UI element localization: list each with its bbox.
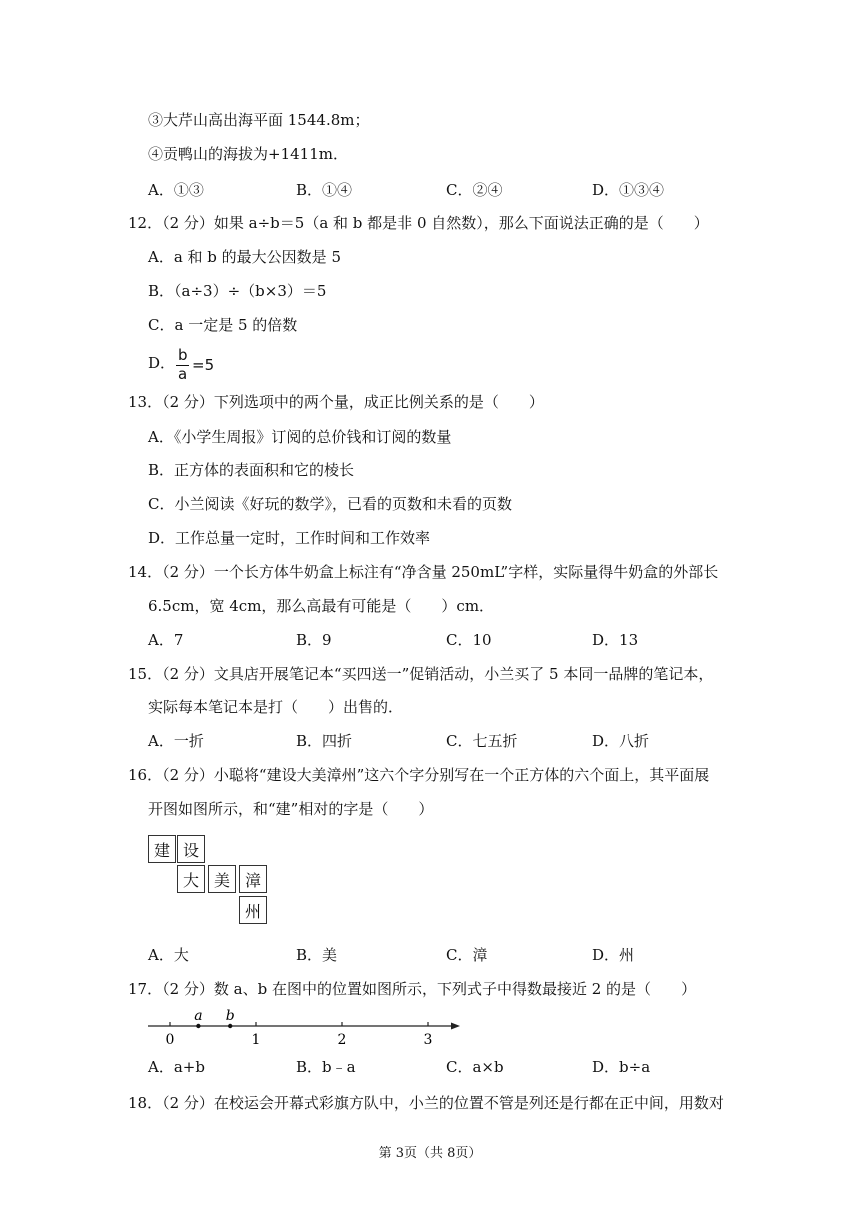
- fraction-equals: =5: [192, 356, 215, 374]
- number-line-point: [196, 1024, 200, 1028]
- q15-option-a: A．一折: [148, 732, 204, 750]
- q14-stem-line1: 14．（2 分）一个长方体牛奶盒上标注有“净含量 250mL”字样，实际量得牛奶盒的外部长: [128, 563, 719, 581]
- number-line-tick-label: 0: [165, 1032, 175, 1048]
- q11-option-d: D．①③④: [592, 181, 665, 199]
- q13-stem: 13．（2 分）下列选项中的两个量，成正比例关系的是（ ）: [128, 393, 544, 411]
- q17-stem: 17．（2 分）数 a、b 在图中的位置如图所示，下列式子中得数最接近 2 的是（ ）: [128, 980, 697, 998]
- q16-option-b: B．美: [296, 946, 338, 964]
- q11-option-a: A．①③: [148, 181, 204, 199]
- q14-option-b: B．9: [296, 631, 332, 649]
- q16-option-c: C．漳: [446, 946, 488, 964]
- q15-option-d: D．八折: [592, 732, 650, 750]
- q17-option-c: C．a×b: [446, 1058, 504, 1076]
- number-line-tick-label: 2: [337, 1032, 347, 1048]
- page-footer: 第 3页（共 8页）: [378, 1146, 482, 1161]
- q14-option-c: C．10: [446, 631, 492, 649]
- q13-option-b: B．正方体的表面积和它的棱长: [148, 461, 355, 479]
- q12-option-d-label: D．: [148, 354, 176, 372]
- q16-option-a: A．大: [148, 946, 189, 964]
- q11-option-c: C．②④: [446, 181, 503, 199]
- net-cell-zhou: 州: [239, 896, 267, 924]
- net-cell-da: 大: [177, 865, 205, 893]
- q18-stem-line1: 18．（2 分）在校运会开幕式彩旗方队中，小兰的位置不管是列还是行都在正中间，用数对: [128, 1094, 724, 1112]
- number-line-point-label: b: [225, 1008, 235, 1024]
- q11-item-3: ③大芹山高出海平面 1544.8m；: [148, 111, 370, 129]
- q17-option-a: A．a+b: [148, 1058, 205, 1076]
- q14-option-a: A．7: [148, 631, 184, 649]
- net-cell-jian: 建: [148, 835, 176, 863]
- q14-option-d: D．13: [592, 631, 639, 649]
- number-line-point: [228, 1024, 232, 1028]
- number-line-tick-label: 3: [423, 1032, 433, 1048]
- number-line-arrow: [451, 1023, 460, 1030]
- q12-option-a: A．a 和 b 的最大公因数是 5: [148, 248, 341, 266]
- q13-option-a: A．《小学生周报》订阅的总价钱和订阅的数量: [148, 428, 452, 446]
- q13-option-c: C．小兰阅读《好玩的数学》，已看的页数和未看的页数: [148, 495, 512, 513]
- fraction-numerator: b: [178, 346, 188, 364]
- net-cell-mei: 美: [208, 865, 236, 893]
- q15-option-c: C．七五折: [446, 732, 518, 750]
- q16-option-d: D．州: [592, 946, 635, 964]
- q12-option-c: C．a 一定是 5 的倍数: [148, 316, 298, 334]
- number-line-point-label: a: [194, 1008, 203, 1024]
- q11-item-4: ④贡鸭山的海拔为+1411m．: [148, 145, 348, 163]
- q15-option-b: B．四折: [296, 732, 353, 750]
- number-line-tick-label: 1: [251, 1032, 261, 1048]
- number-line-diagram: [148, 1008, 468, 1048]
- q14-stem-line2: 6.5cm，宽 4cm，那么高最有可能是（ ）cm．: [148, 597, 495, 615]
- q15-stem-line2: 实际每本笔记本是打（ ）出售的．: [148, 698, 404, 716]
- q12-stem: 12．（2 分）如果 a÷b＝5（a 和 b 都是非 0 自然数），那么下面说法正确的是（ ）: [128, 214, 709, 232]
- q11-option-b: B．①④: [296, 181, 353, 199]
- cube-net-diagram: [148, 835, 272, 927]
- q13-option-d: D．工作总量一定时，工作时间和工作效率: [148, 529, 431, 547]
- net-cell-she: 设: [177, 835, 205, 863]
- q12-option-b: B．（a÷3）÷（b×3）＝5: [148, 282, 327, 300]
- q17-option-b: B．b﹣a: [296, 1058, 356, 1076]
- q16-stem-line1: 16．（2 分）小聪将“建设大美漳州”这六个字分别写在一个正方体的六个面上，其平面展: [128, 766, 710, 784]
- fraction-denominator: a: [178, 365, 188, 383]
- q16-stem-line2: 开图如图所示，和“建”相对的字是（ ）: [148, 800, 434, 818]
- q17-option-d: D．b÷a: [592, 1058, 651, 1076]
- net-cell-zhang: 漳: [239, 865, 267, 893]
- q15-stem-line1: 15．（2 分）文具店开展笔记本“买四送一”促销活动，小兰买了 5 本同一品牌的笔记本，: [128, 665, 714, 683]
